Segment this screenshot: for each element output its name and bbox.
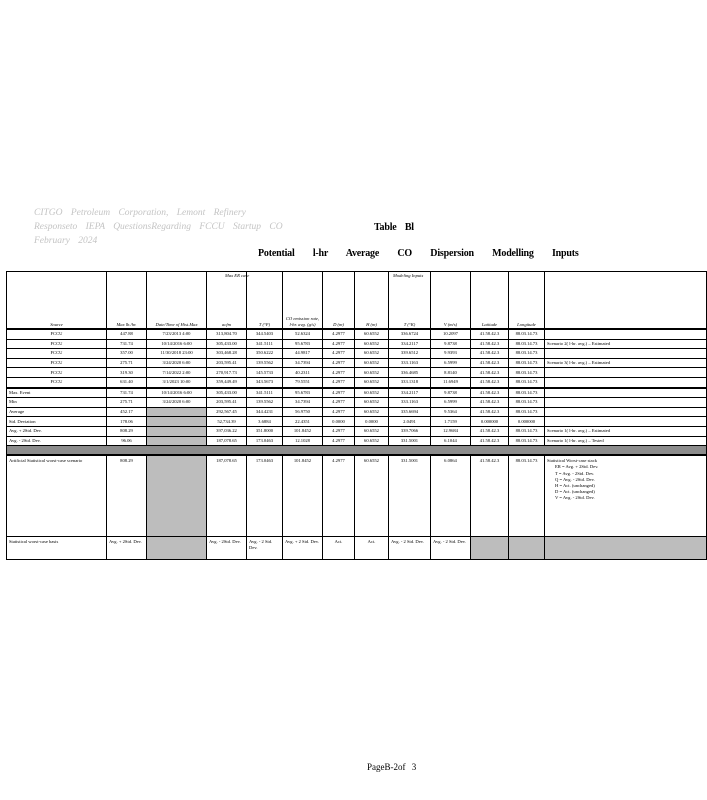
header-line-2: Responseto IEPA QuestionsRegarding FCCU Startup CO [34, 222, 283, 232]
table-header-row [7, 272, 707, 330]
worst-case-max: 808.29 [107, 455, 147, 537]
table-title: Potential l-hr Average CO Dispersion Modelling Inputs [258, 248, 579, 259]
col-group-right: Modeling Inputs [393, 273, 424, 278]
cell-note [545, 329, 707, 339]
cell-tk: 334.2117 [389, 339, 431, 349]
cell-max: 357.00 [107, 349, 147, 359]
table-row [7, 329, 707, 339]
cell-d: 4.2977 [323, 388, 355, 398]
basis-co: Avg. + 2 Std. Dev. [283, 537, 323, 560]
cell-v: 1.7159 [431, 417, 471, 427]
cell-h: 60.6552 [355, 377, 389, 387]
worst-case-label: Artificial Statistical worst-case scenario [7, 455, 107, 537]
cell-lat: 41.58.42.3 [471, 407, 509, 417]
cell-note [545, 398, 707, 408]
cell-h: 60.6552 [355, 398, 389, 408]
cell-co: 44.9817 [283, 349, 323, 359]
cell-v: 11.6949 [431, 377, 471, 387]
worst-case-d: 4.2977 [323, 455, 355, 537]
col-notes [545, 272, 707, 330]
cell-acfm: 305,433.00 [207, 388, 247, 398]
worst-case-h: 60.6552 [355, 455, 389, 537]
worst-case-t: 173.0463 [247, 455, 283, 537]
col-co: CO emission rate, l-hr. avg. (g/s) [283, 272, 323, 330]
cell-acfm: 203,595.41 [207, 358, 247, 368]
basis-h: Act. [355, 537, 389, 560]
cell-note [545, 377, 707, 387]
basis-acfm: Avg. - 2Std. Dev. [207, 537, 247, 560]
basis-lon [509, 537, 545, 560]
cell-h: 60.6552 [355, 436, 389, 446]
summary-row [7, 398, 707, 408]
cell-temp: 343.5673 [247, 377, 283, 387]
cell-source: Avg. + 2Std. Dev. [7, 426, 107, 436]
cell-lon: 88.03.14.73 [509, 398, 545, 408]
cell-lat: 41.58.42.3 [471, 398, 509, 408]
cell-source: FCCU [7, 358, 107, 368]
cell-h: 60.6552 [355, 426, 389, 436]
col-v: V (m/s) [431, 272, 471, 330]
basis-d: Act. [323, 537, 355, 560]
worst-case-co: 101.8452 [283, 455, 323, 537]
header-line-3: February 2024 [34, 236, 98, 246]
cell-date: 10/14/2016 6:00 [147, 388, 207, 398]
cell-tk: 336.6724 [389, 329, 431, 339]
table-row [7, 377, 707, 387]
cell-v: 9.8738 [431, 388, 471, 398]
worst-case-notes [545, 455, 707, 537]
cell-date: 7/23/2013 4:00 [147, 329, 207, 339]
cell-max: 447.88 [107, 329, 147, 339]
cell-temp: 350.6222 [247, 349, 283, 359]
cell-co: 56.9750 [283, 407, 323, 417]
cell-date [147, 426, 207, 436]
cell-co: 101.8452 [283, 426, 323, 436]
worst-case-note: H = Act. (unchanged) [555, 482, 595, 488]
cell-lat: 41.58.42.3 [471, 358, 509, 368]
cell-date: 10/14/2016 6:00 [147, 339, 207, 349]
cell-max: 96.06 [107, 436, 147, 446]
cell-lat: 41.58.42.3 [471, 436, 509, 446]
cell-acfm: 292,567.45 [207, 407, 247, 417]
cell-max: 808.29 [107, 426, 147, 436]
cell-note: Scenario 2( l-hr. avg.) – Estimated [545, 339, 707, 349]
col-group-left: Max ER case [225, 273, 250, 278]
cell-d: 4.2977 [323, 407, 355, 417]
cell-co: 34.7394 [283, 398, 323, 408]
summary-row [7, 426, 707, 436]
basis-row [7, 537, 707, 560]
cell-temp: 344.5403 [247, 329, 283, 339]
cell-max: 178.06 [107, 417, 147, 427]
basis-lat [471, 537, 509, 560]
cell-v: 10.2097 [431, 329, 471, 339]
cell-lon: 88.03.14.73 [509, 349, 545, 359]
cell-max: 275.71 [107, 398, 147, 408]
cell-date: 11/30/2018 23:00 [147, 349, 207, 359]
worst-case-lat: 41.58.42.3 [471, 455, 509, 537]
cell-lat: 41.58.42.3 [471, 349, 509, 359]
col-lon: Longitude [509, 272, 545, 330]
cell-d: 4.2977 [323, 349, 355, 359]
cell-co: 95.6783 [283, 339, 323, 349]
cell-h: 60.6552 [355, 388, 389, 398]
table-row [7, 358, 707, 368]
cell-lon: 88.03.14.73 [509, 377, 545, 387]
basis-v: Avg. - 2 Std. Dev. [431, 537, 471, 560]
cell-h: 60.6552 [355, 407, 389, 417]
cell-tk: 333.1318 [389, 377, 431, 387]
col-d: D (m) [323, 272, 355, 330]
cell-temp: 139.5562 [247, 358, 283, 368]
col-tk-label: T (°K) [403, 321, 416, 327]
cell-tk: 331.5001 [389, 436, 431, 446]
cell-source: FCCU [7, 329, 107, 339]
cell-lat: 41.58.42.3 [471, 388, 509, 398]
cell-note [545, 407, 707, 417]
cell-note: Scenario 3( l-hr. avg.) – Estimated [545, 358, 707, 368]
cell-lon: 0.000000 [509, 417, 545, 427]
cell-date [147, 417, 207, 427]
cell-acfm: 270,917.73 [207, 368, 247, 378]
cell-v: 9.8738 [431, 339, 471, 349]
worst-case-note: V = Avg. - 2Std. Dev. [555, 495, 595, 501]
cell-source: Std. Deviation [7, 417, 107, 427]
cell-temp: 351.8000 [247, 426, 283, 436]
table-row [7, 339, 707, 349]
worst-case-v: 6.0864 [431, 455, 471, 537]
cell-source: Min [7, 398, 107, 408]
worst-case-note: D = Act. (unchanged) [555, 489, 595, 495]
summary-row [7, 417, 707, 427]
cell-acfm: 305,433.00 [207, 339, 247, 349]
cell-d: 4.2977 [323, 398, 355, 408]
document-header [34, 206, 304, 248]
cell-d: 0.0000 [323, 417, 355, 427]
worst-case-note: Statistical Worst-case stack [547, 458, 598, 464]
worst-case-note: T = Avg. - 2Std. Dev. [555, 470, 595, 476]
cell-source: FCCU [7, 368, 107, 378]
cell-note [545, 388, 707, 398]
modeling-inputs-table [6, 271, 622, 562]
cell-tk: 2.0491 [389, 417, 431, 427]
cell-note [545, 349, 707, 359]
cell-max: 731.74 [107, 339, 147, 349]
cell-acfm: 203,595.41 [207, 398, 247, 408]
col-h: H (m) [355, 272, 389, 330]
cell-temp: 341.5111 [247, 339, 283, 349]
cell-tk: 339.7066 [389, 426, 431, 436]
worst-case-lon: 88.03.14.73 [509, 455, 545, 537]
cell-max: 452.17 [107, 407, 147, 417]
cell-h: 0.0000 [355, 417, 389, 427]
cell-lon: 88.03.14.73 [509, 407, 545, 417]
cell-date [147, 436, 207, 446]
cell-lon: 88.03.14.73 [509, 339, 545, 349]
basis-t: Avg. - 2 Std. Dev. [247, 537, 283, 560]
table-label: Table Bl [374, 222, 414, 233]
worst-case-note: ER = Avg. + 2Std. Dev. [555, 464, 599, 470]
cell-lat: 41.58.42.3 [471, 368, 509, 378]
cell-h: 60.6552 [355, 358, 389, 368]
cell-lat: 0.000000 [471, 417, 509, 427]
basis-max: Avg. + 2Std. Dev. [107, 537, 147, 560]
separator-band [7, 446, 707, 456]
header-line-1: CITGO Petroleum Corporation, Lemont Refinery [34, 208, 246, 218]
cell-d: 4.2977 [323, 426, 355, 436]
cell-h: 60.6552 [355, 329, 389, 339]
cell-co: 34.7394 [283, 358, 323, 368]
worst-case-row [7, 455, 707, 537]
cell-acfm: 313,804.70 [207, 329, 247, 339]
cell-temp: 3.6884 [247, 417, 283, 427]
col-acfm-label: acfm [222, 321, 231, 327]
cell-lon: 88.03.14.73 [509, 329, 545, 339]
cell-source: Avg. - 2Std. Dev. [7, 436, 107, 446]
cell-temp: 173.0463 [247, 436, 283, 446]
col-datetime: Date/Time of Hist.Max [147, 272, 207, 330]
cell-d: 4.2977 [323, 339, 355, 349]
cell-h: 60.6552 [355, 368, 389, 378]
table-row [7, 349, 707, 359]
cell-acfm: 397,036.22 [207, 426, 247, 436]
col-tk [389, 272, 431, 330]
cell-date: 7/14/2022 2:00 [147, 368, 207, 378]
cell-d: 4.2977 [323, 329, 355, 339]
cell-v: 8.8140 [431, 368, 471, 378]
cell-source: FCCU [7, 377, 107, 387]
cell-co: 79.5551 [283, 377, 323, 387]
cell-v: 6.1044 [431, 436, 471, 446]
cell-tk: 339.6512 [389, 349, 431, 359]
col-acfm [207, 272, 250, 330]
cell-lat: 41.58.42.3 [471, 377, 509, 387]
cell-tk: 333.1163 [389, 358, 431, 368]
cell-tk: 335.6694 [389, 407, 431, 417]
col-lat: Latitude [471, 272, 509, 330]
worst-case-date [147, 455, 207, 537]
cell-note [545, 417, 707, 427]
cell-acfm: 303,468.28 [207, 349, 247, 359]
col-max: Max lb./hr. [107, 272, 147, 330]
cell-acfm: 359,449.49 [207, 377, 247, 387]
cell-d: 4.2977 [323, 377, 355, 387]
cell-co: 95.6783 [283, 388, 323, 398]
basis-date [147, 537, 207, 560]
cell-source: FCCU [7, 349, 107, 359]
worst-case-acfm: 187,078.65 [207, 455, 247, 537]
cell-v: 9.5364 [431, 407, 471, 417]
cell-temp: 145.5733 [247, 368, 283, 378]
cell-lon: 88.03.14.73 [509, 436, 545, 446]
cell-lon: 88.03.14.73 [509, 426, 545, 436]
summary-row [7, 436, 707, 446]
col-temp: T (°F) [247, 272, 283, 330]
cell-h: 60.6552 [355, 339, 389, 349]
cell-note [545, 368, 707, 378]
basis-tk: Avg. - 2 Std. Dev. [389, 537, 431, 560]
cell-source: Average [7, 407, 107, 417]
cell-lat: 41.58.42.3 [471, 339, 509, 349]
cell-source: FCCU [7, 339, 107, 349]
cell-temp: 341.5111 [247, 388, 283, 398]
cell-date: 3/24/2020 6:00 [147, 358, 207, 368]
cell-co: 40.2311 [283, 368, 323, 378]
cell-lon: 88.03.14.73 [509, 368, 545, 378]
cell-v: 6.5999 [431, 358, 471, 368]
summary-row [7, 388, 707, 398]
worst-case-note: Q = Avg. - 2Std. Dev. [555, 476, 595, 482]
cell-max: 631.40 [107, 377, 147, 387]
cell-v: 6.5999 [431, 398, 471, 408]
table-row [7, 368, 707, 378]
cell-co: 12.1028 [283, 436, 323, 446]
cell-temp: 344.4231 [247, 407, 283, 417]
cell-acfm: 187,078.65 [207, 436, 247, 446]
cell-lat: 41.58.42.3 [471, 329, 509, 339]
cell-v: 9.9393 [431, 349, 471, 359]
summary-row [7, 407, 707, 417]
cell-lon: 88.03.14.73 [509, 358, 545, 368]
cell-max: 731.74 [107, 388, 147, 398]
cell-max: 319.30 [107, 368, 147, 378]
cell-tk: 333.1163 [389, 398, 431, 408]
cell-temp: 139.5562 [247, 398, 283, 408]
cell-tk: 334.2117 [389, 388, 431, 398]
cell-co: 22.4351 [283, 417, 323, 427]
basis-label: Statistical worst-case basis [7, 537, 107, 560]
cell-h: 60.6552 [355, 349, 389, 359]
cell-d: 4.2977 [323, 368, 355, 378]
cell-source: Max. Event [7, 388, 107, 398]
cell-note: Scenario 1( l-hr. avg.) – Tested [545, 436, 707, 446]
cell-acfm: 52,734.39 [207, 417, 247, 427]
cell-lat: 41.58.42.3 [471, 426, 509, 436]
basis-notes [545, 537, 707, 560]
cell-lon: 88.03.14.73 [509, 388, 545, 398]
cell-date: 3/24/2020 6:00 [147, 398, 207, 408]
worst-case-tk: 331.5001 [389, 455, 431, 537]
cell-date [147, 407, 207, 417]
cell-date: 3/1/2023 10:00 [147, 377, 207, 387]
cell-tk: 336.4685 [389, 368, 431, 378]
cell-note: Scenario 1( l-hr. avg.) – Estimated [545, 426, 707, 436]
col-source: Source [7, 272, 107, 330]
page-footer: PageB-2of 3 [367, 762, 417, 772]
cell-d: 4.2977 [323, 436, 355, 446]
cell-v: 12.9684 [431, 426, 471, 436]
cell-d: 4.2977 [323, 358, 355, 368]
cell-co: 52.6324 [283, 329, 323, 339]
cell-max: 275.71 [107, 358, 147, 368]
